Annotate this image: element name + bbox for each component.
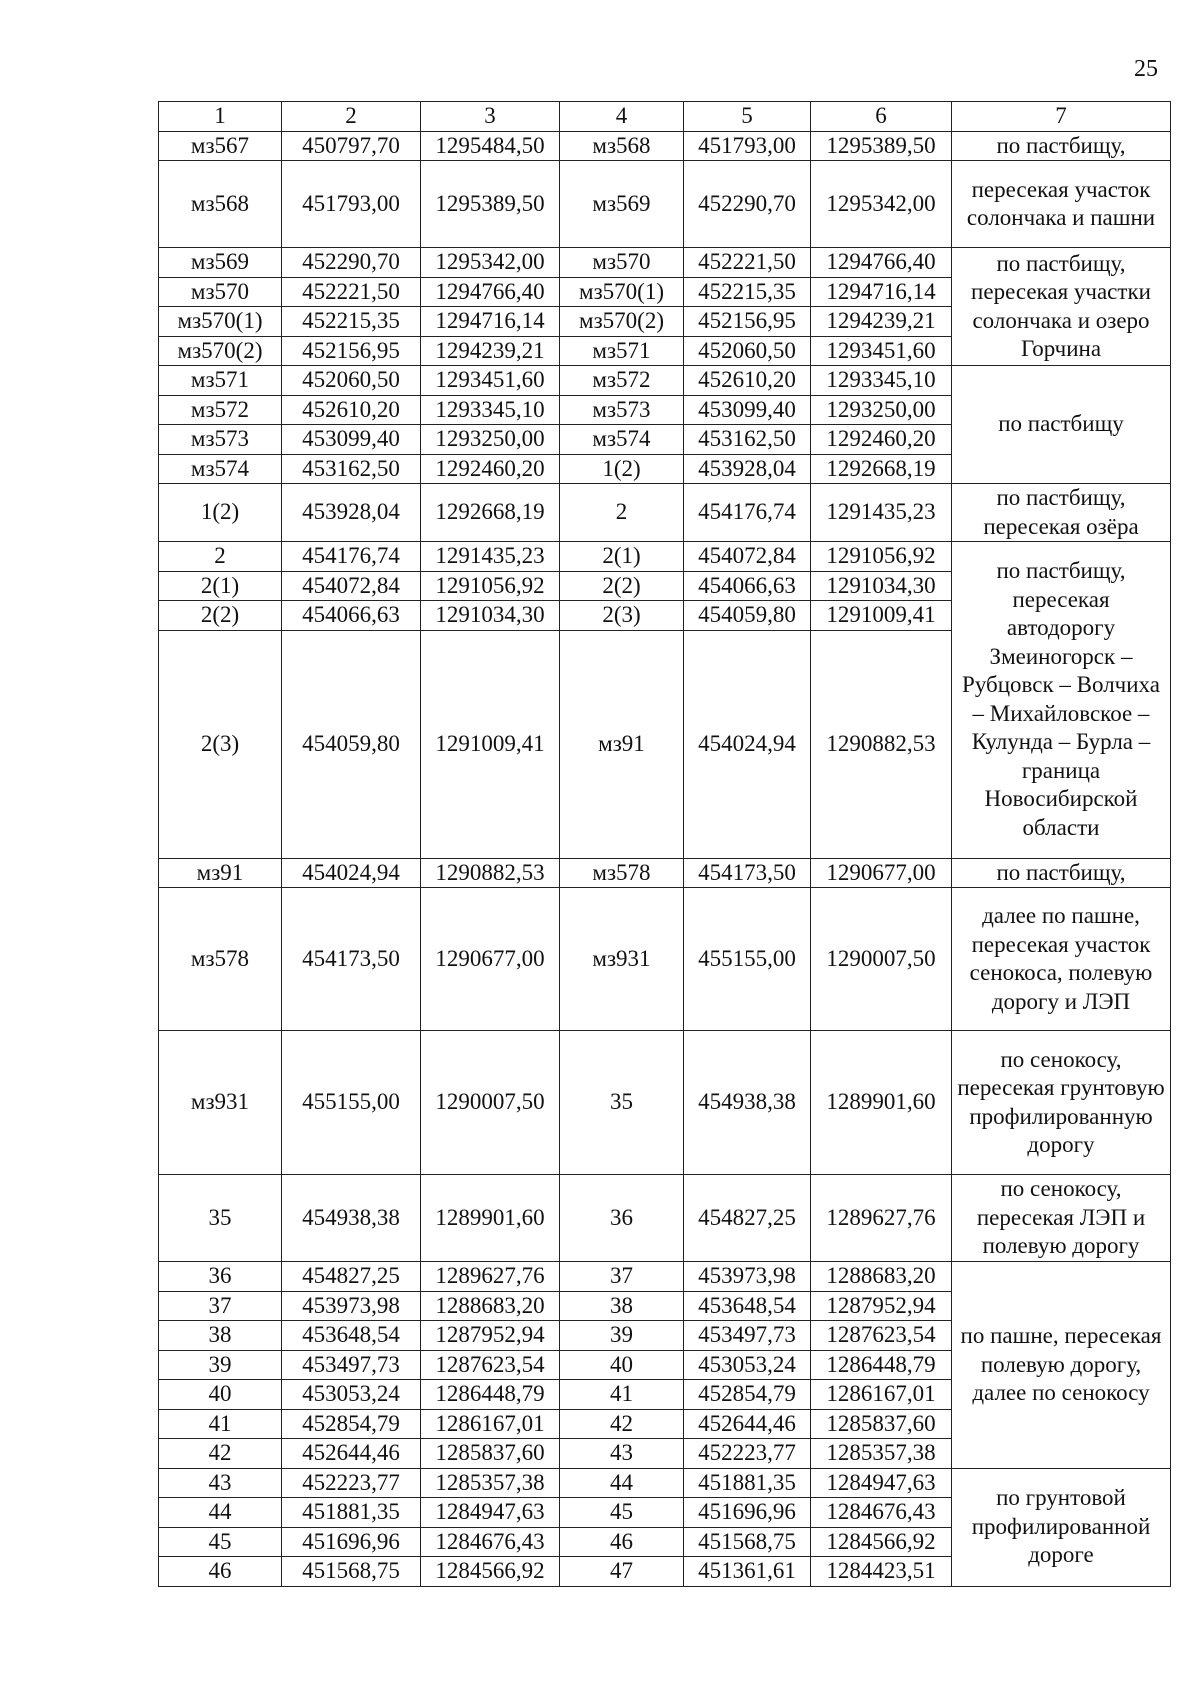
table-cell: 452610,20 bbox=[282, 395, 421, 425]
table-cell: 1286167,01 bbox=[811, 1380, 952, 1410]
column-header: 2 bbox=[282, 102, 421, 132]
table-cell: 1289627,76 bbox=[421, 1262, 560, 1292]
table-cell: 1290677,00 bbox=[421, 888, 560, 1031]
table-cell: 1295484,50 bbox=[421, 131, 560, 161]
table-cell: 452290,70 bbox=[282, 248, 421, 278]
table-cell: 1291435,23 bbox=[421, 542, 560, 572]
table-cell: 1285357,38 bbox=[421, 1468, 560, 1498]
table-cell: 1287623,54 bbox=[811, 1321, 952, 1351]
table-cell: мз570(2) bbox=[560, 307, 684, 337]
table-cell: 1290677,00 bbox=[811, 858, 952, 888]
column-header: 1 bbox=[159, 102, 282, 132]
table-cell: 451793,00 bbox=[684, 131, 811, 161]
route-description: по пастбищу, пересекая участки солончака и озеро Горчина bbox=[952, 248, 1171, 366]
table-cell: 40 bbox=[159, 1380, 282, 1410]
table-cell: 1288683,20 bbox=[421, 1291, 560, 1321]
table-cell: 452060,50 bbox=[282, 366, 421, 396]
table-cell: 1293345,10 bbox=[421, 395, 560, 425]
table-cell: 453162,50 bbox=[684, 425, 811, 455]
table-cell: 454072,84 bbox=[282, 571, 421, 601]
table-cell: 453648,54 bbox=[282, 1321, 421, 1351]
table-cell: мз578 bbox=[560, 858, 684, 888]
table-cell: мз573 bbox=[560, 395, 684, 425]
table-cell: 1292460,20 bbox=[811, 425, 952, 455]
table-cell: 454176,74 bbox=[684, 484, 811, 542]
table-cell: 37 bbox=[159, 1291, 282, 1321]
table-cell: 1288683,20 bbox=[811, 1262, 952, 1292]
table-cell: 1291009,41 bbox=[421, 630, 560, 858]
table-cell: 1294766,40 bbox=[421, 277, 560, 307]
table-cell: 1(2) bbox=[159, 484, 282, 542]
header-row bbox=[159, 102, 1171, 132]
table-cell: 2(1) bbox=[159, 571, 282, 601]
table-cell: мз931 bbox=[560, 888, 684, 1031]
table-cell: 2(2) bbox=[159, 601, 282, 631]
table-cell: 2(3) bbox=[159, 630, 282, 858]
table-cell: 1292460,20 bbox=[421, 454, 560, 484]
table-cell: 1294716,14 bbox=[811, 277, 952, 307]
table-row bbox=[159, 248, 1171, 278]
table-cell: 451881,35 bbox=[684, 1468, 811, 1498]
route-description: по пастбищу, bbox=[952, 131, 1171, 161]
table-cell: 1284566,92 bbox=[811, 1527, 952, 1557]
table-cell: 1293451,60 bbox=[811, 336, 952, 366]
table-cell: 454827,25 bbox=[684, 1175, 811, 1262]
table-cell: 1287623,54 bbox=[421, 1350, 560, 1380]
table-cell: 1285837,60 bbox=[421, 1439, 560, 1469]
column-header: 4 bbox=[560, 102, 684, 132]
table-cell: 36 bbox=[159, 1262, 282, 1292]
table-cell: 1295342,00 bbox=[421, 248, 560, 278]
table-cell: 454938,38 bbox=[684, 1031, 811, 1175]
table-cell: 454066,63 bbox=[282, 601, 421, 631]
table-cell: 1295389,50 bbox=[811, 131, 952, 161]
table-cell: 35 bbox=[159, 1175, 282, 1262]
table-cell: 452156,95 bbox=[282, 336, 421, 366]
table-cell: 1291034,30 bbox=[811, 571, 952, 601]
table-cell: 453928,04 bbox=[282, 484, 421, 542]
table-cell: 1294766,40 bbox=[811, 248, 952, 278]
table-cell: 454024,94 bbox=[282, 858, 421, 888]
table-cell: 1290007,50 bbox=[811, 888, 952, 1031]
table-row bbox=[159, 888, 1171, 1031]
table-cell: 1284947,63 bbox=[421, 1498, 560, 1528]
route-description: по пастбищу, пересекая озёра bbox=[952, 484, 1171, 542]
table-cell: мз572 bbox=[159, 395, 282, 425]
table-cell: мз572 bbox=[560, 366, 684, 396]
table-cell: 452610,20 bbox=[684, 366, 811, 396]
table-cell: 39 bbox=[159, 1350, 282, 1380]
table-row bbox=[159, 484, 1171, 542]
table-cell: 1289627,76 bbox=[811, 1175, 952, 1262]
table-cell: 35 bbox=[560, 1031, 684, 1175]
table-cell: мз571 bbox=[560, 336, 684, 366]
table-cell: 1287952,94 bbox=[811, 1291, 952, 1321]
route-description: по пастбищу, bbox=[952, 858, 1171, 888]
table-cell: 2(2) bbox=[560, 571, 684, 601]
route-description: по сенокосу, пересекая ЛЭП и полевую дорогу bbox=[952, 1175, 1171, 1262]
table-cell: 1292668,19 bbox=[421, 484, 560, 542]
column-header: 6 bbox=[811, 102, 952, 132]
table-cell: 454072,84 bbox=[684, 542, 811, 572]
table-cell: 452854,79 bbox=[282, 1409, 421, 1439]
table-cell: 1287952,94 bbox=[421, 1321, 560, 1351]
table-cell: 43 bbox=[159, 1468, 282, 1498]
table-cell: 1286167,01 bbox=[421, 1409, 560, 1439]
table-row bbox=[159, 131, 1171, 161]
table-cell: 1294239,21 bbox=[421, 336, 560, 366]
table-cell: 452644,46 bbox=[684, 1409, 811, 1439]
table-cell: мз570(2) bbox=[159, 336, 282, 366]
table-cell: 1291034,30 bbox=[421, 601, 560, 631]
table-cell: 452060,50 bbox=[684, 336, 811, 366]
table-cell: 2 bbox=[560, 484, 684, 542]
table-cell: 1294239,21 bbox=[811, 307, 952, 337]
table-cell: 453497,73 bbox=[282, 1350, 421, 1380]
table-cell: 44 bbox=[560, 1468, 684, 1498]
table-cell: 46 bbox=[159, 1557, 282, 1587]
table-cell: 2(1) bbox=[560, 542, 684, 572]
table-cell: 450797,70 bbox=[282, 131, 421, 161]
table-cell: 454173,50 bbox=[684, 858, 811, 888]
table-cell: 1293250,00 bbox=[811, 395, 952, 425]
table-cell: 1291056,92 bbox=[421, 571, 560, 601]
table-cell: 41 bbox=[159, 1409, 282, 1439]
table-cell: 453053,24 bbox=[684, 1350, 811, 1380]
table-cell: 39 bbox=[560, 1321, 684, 1351]
table-cell: 45 bbox=[560, 1498, 684, 1528]
table-cell: 37 bbox=[560, 1262, 684, 1292]
table-cell: 1293250,00 bbox=[421, 425, 560, 455]
table-cell: мз568 bbox=[159, 161, 282, 248]
route-description: пересекая участок солончака и пашни bbox=[952, 161, 1171, 248]
table-cell: 452854,79 bbox=[684, 1380, 811, 1410]
route-description: по сенокосу, пересекая грунтовую профилированную дорогу bbox=[952, 1031, 1171, 1175]
table-cell: 453162,50 bbox=[282, 454, 421, 484]
table-cell: 1284676,43 bbox=[421, 1527, 560, 1557]
table-cell: мз571 bbox=[159, 366, 282, 396]
column-header: 7 bbox=[952, 102, 1171, 132]
table-cell: 46 bbox=[560, 1527, 684, 1557]
table-cell: 1290882,53 bbox=[811, 630, 952, 858]
table-cell: мз570 bbox=[560, 248, 684, 278]
table-cell: 452290,70 bbox=[684, 161, 811, 248]
table-cell: 453648,54 bbox=[684, 1291, 811, 1321]
table-cell: 451696,96 bbox=[282, 1527, 421, 1557]
table-cell: 1294716,14 bbox=[421, 307, 560, 337]
table-row bbox=[159, 366, 1171, 396]
table-cell: 42 bbox=[159, 1439, 282, 1469]
table-cell: 452644,46 bbox=[282, 1439, 421, 1469]
table-cell: 451568,75 bbox=[684, 1527, 811, 1557]
table-row bbox=[159, 161, 1171, 248]
table-cell: 42 bbox=[560, 1409, 684, 1439]
table-cell: 453928,04 bbox=[684, 454, 811, 484]
table-cell: 1295389,50 bbox=[421, 161, 560, 248]
table-cell: 40 bbox=[560, 1350, 684, 1380]
table-cell: 451793,00 bbox=[282, 161, 421, 248]
table-cell: 451696,96 bbox=[684, 1498, 811, 1528]
table-cell: 1284947,63 bbox=[811, 1468, 952, 1498]
table-cell: 452223,77 bbox=[684, 1439, 811, 1469]
table-cell: 451361,61 bbox=[684, 1557, 811, 1587]
table-cell: 1292668,19 bbox=[811, 454, 952, 484]
table-cell: 452215,35 bbox=[282, 307, 421, 337]
route-description: по грунтовой профилированной дороге bbox=[952, 1468, 1171, 1586]
table-cell: 41 bbox=[560, 1380, 684, 1410]
table-cell: 453053,24 bbox=[282, 1380, 421, 1410]
table-cell: 455155,00 bbox=[684, 888, 811, 1031]
table-cell: 452221,50 bbox=[282, 277, 421, 307]
table-cell: 47 bbox=[560, 1557, 684, 1587]
table-cell: 454024,94 bbox=[684, 630, 811, 858]
table-cell: 38 bbox=[159, 1321, 282, 1351]
table-cell: 452223,77 bbox=[282, 1468, 421, 1498]
table-cell: 1290007,50 bbox=[421, 1031, 560, 1175]
table-cell: 453497,73 bbox=[684, 1321, 811, 1351]
table-cell: 1(2) bbox=[560, 454, 684, 484]
table-cell: мз91 bbox=[560, 630, 684, 858]
table-cell: 36 bbox=[560, 1175, 684, 1262]
table-cell: 1286448,79 bbox=[811, 1350, 952, 1380]
table-cell: 453973,98 bbox=[684, 1262, 811, 1292]
table-cell: 1285357,38 bbox=[811, 1439, 952, 1469]
table-cell: 1285837,60 bbox=[811, 1409, 952, 1439]
table-cell: 454059,80 bbox=[684, 601, 811, 631]
table-cell: 1284676,43 bbox=[811, 1498, 952, 1528]
table-cell: 1295342,00 bbox=[811, 161, 952, 248]
table-cell: 452221,50 bbox=[684, 248, 811, 278]
table-row bbox=[159, 1031, 1171, 1175]
route-description: по пашне, пересекая полевую дорогу, далее по сенокосу bbox=[952, 1262, 1171, 1469]
table-cell: мз570(1) bbox=[560, 277, 684, 307]
table-cell: 1291435,23 bbox=[811, 484, 952, 542]
table-cell: 451881,35 bbox=[282, 1498, 421, 1528]
column-header: 5 bbox=[684, 102, 811, 132]
table-cell: 451568,75 bbox=[282, 1557, 421, 1587]
table-row bbox=[159, 1468, 1171, 1498]
table-cell: 1284423,51 bbox=[811, 1557, 952, 1587]
table-body bbox=[159, 131, 1171, 1586]
table-cell: мз569 bbox=[560, 161, 684, 248]
table-cell: 453099,40 bbox=[282, 425, 421, 455]
table-cell: мз91 bbox=[159, 858, 282, 888]
table-cell: 454059,80 bbox=[282, 630, 421, 858]
table-cell: 1293345,10 bbox=[811, 366, 952, 396]
page-number: 25 bbox=[1134, 56, 1158, 82]
table-cell: 454173,50 bbox=[282, 888, 421, 1031]
table-cell: мз569 bbox=[159, 248, 282, 278]
table-cell: 38 bbox=[560, 1291, 684, 1321]
table-header bbox=[159, 102, 1171, 132]
table-cell: 454176,74 bbox=[282, 542, 421, 572]
table-cell: 454827,25 bbox=[282, 1262, 421, 1292]
table-cell: 1291056,92 bbox=[811, 542, 952, 572]
coordinates-table bbox=[158, 101, 1171, 1587]
table-cell: мз568 bbox=[560, 131, 684, 161]
route-description: далее по пашне, пересекая участок сенокоса, полевую дорогу и ЛЭП bbox=[952, 888, 1171, 1031]
table-cell: мз931 bbox=[159, 1031, 282, 1175]
table-cell: 44 bbox=[159, 1498, 282, 1528]
table-cell: 1289901,60 bbox=[811, 1031, 952, 1175]
table-cell: 45 bbox=[159, 1527, 282, 1557]
table-cell: мз573 bbox=[159, 425, 282, 455]
table-cell: 1291009,41 bbox=[811, 601, 952, 631]
table-cell: 452156,95 bbox=[684, 307, 811, 337]
table-row bbox=[159, 1262, 1171, 1292]
table-cell: 454938,38 bbox=[282, 1175, 421, 1262]
table-cell: 1286448,79 bbox=[421, 1380, 560, 1410]
table-cell: 1284566,92 bbox=[421, 1557, 560, 1587]
table-cell: 453099,40 bbox=[684, 395, 811, 425]
table-cell: мз567 bbox=[159, 131, 282, 161]
table-cell: 453973,98 bbox=[282, 1291, 421, 1321]
table-row bbox=[159, 858, 1171, 888]
table-cell: 2(3) bbox=[560, 601, 684, 631]
route-description: по пастбищу, пересекая автодорогу Змеиногорск – Рубцовск – Волчиха – Михайловское – Кулунда – Бурла – граница Новосибирской области bbox=[952, 542, 1171, 859]
table-cell: 1290882,53 bbox=[421, 858, 560, 888]
column-header: 3 bbox=[421, 102, 560, 132]
table-cell: мз578 bbox=[159, 888, 282, 1031]
table-cell: мз574 bbox=[560, 425, 684, 455]
table-cell: 2 bbox=[159, 542, 282, 572]
table-cell: 1293451,60 bbox=[421, 366, 560, 396]
table-cell: 1289901,60 bbox=[421, 1175, 560, 1262]
table-cell: мз570(1) bbox=[159, 307, 282, 337]
table-cell: 452215,35 bbox=[684, 277, 811, 307]
table-cell: 455155,00 bbox=[282, 1031, 421, 1175]
table-row bbox=[159, 542, 1171, 572]
table-cell: мз570 bbox=[159, 277, 282, 307]
table-cell: 43 bbox=[560, 1439, 684, 1469]
route-description: по пастбищу bbox=[952, 366, 1171, 484]
table-cell: мз574 bbox=[159, 454, 282, 484]
table-cell: 454066,63 bbox=[684, 571, 811, 601]
table-row bbox=[159, 1175, 1171, 1262]
